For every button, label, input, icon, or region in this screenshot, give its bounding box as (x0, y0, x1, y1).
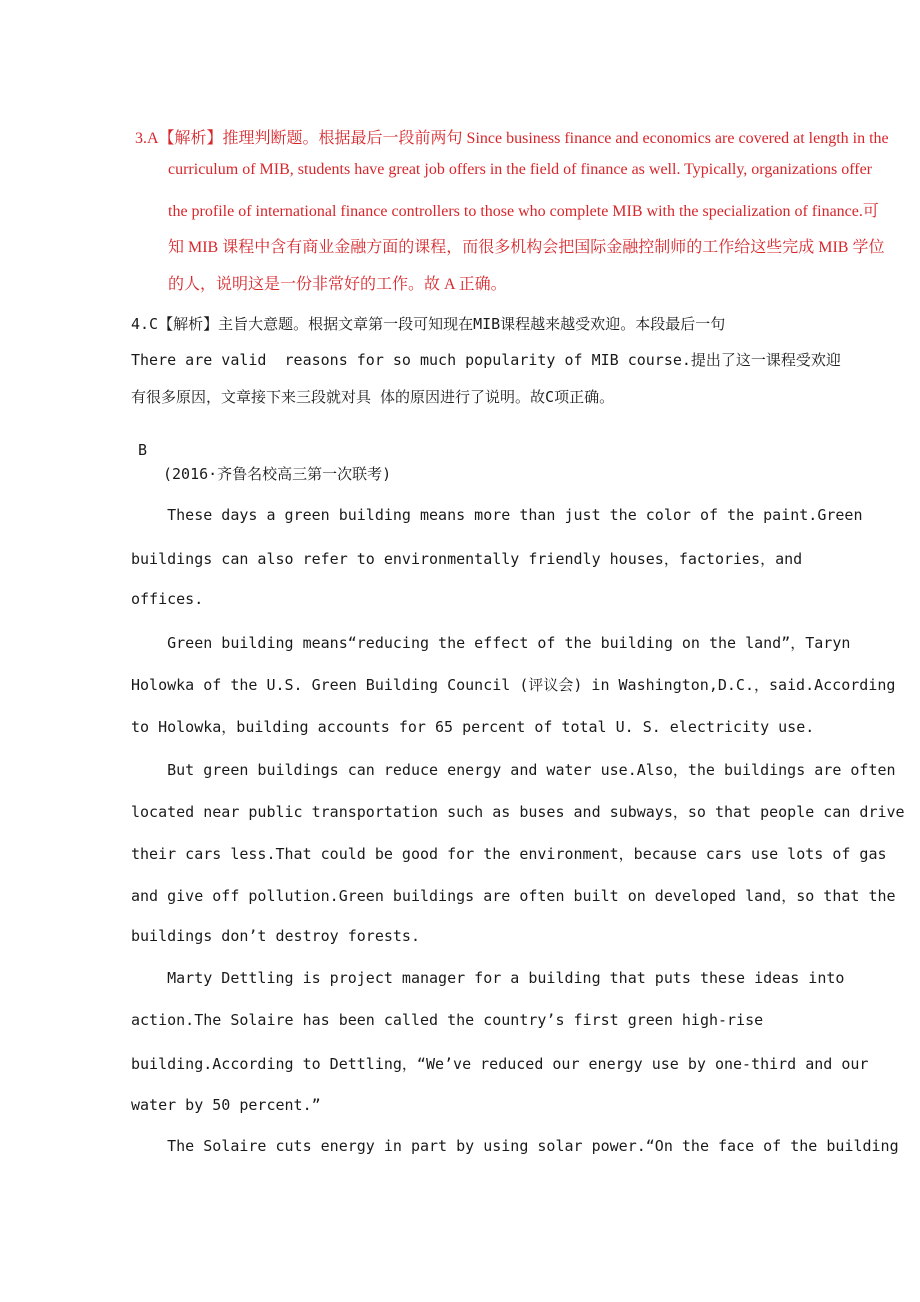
passage-line: water by 50 percent.” (131, 1096, 321, 1114)
passage-line: Green building means“reducing the effect of the building on the land”，Taryn (131, 634, 851, 652)
passage-line: buildings can also refer to environmentally friendly houses，factories，and (131, 550, 803, 568)
passage-line: building.According to Dettling，“We’ve reduced our energy use by one-third and our (131, 1055, 869, 1073)
passage-line: These days a green building means more than just the color of the paint.Green (131, 506, 863, 524)
passage-line: located near public transportation such as buses and subways，so that people can drive (131, 803, 905, 821)
passage-line: Marty Dettling is project manager for a building that puts these ideas into (131, 969, 845, 987)
section-letter: B (138, 441, 148, 459)
passage-line: and give off pollution.Green buildings are often built on developed land，so that the (131, 887, 896, 905)
answer-4-line: 有很多原因，文章接下来三段就对具 体的原因进行了说明。故C项正确。 (131, 388, 615, 406)
passage-line: to Holowka，building accounts for 65 percent of total U. S. electricity use. (131, 718, 815, 736)
answer-3-line: the profile of international finance controllers to those who complete MIB with the specialization of finance.可 (168, 203, 879, 220)
answer-4-line: There are valid reasons for so much popularity of MIB course.提出了这一课程受欢迎 (131, 351, 841, 369)
passage-source: (2016·齐鲁名校高三第一次联考) (163, 465, 392, 483)
passage-line: their cars less.That could be good for the environment，because cars use lots of gas (131, 845, 887, 863)
answer-4-line: 4.C【解析】主旨大意题。根据文章第一段可知现在MIB课程越来越受欢迎。本段最后一句 (131, 315, 726, 333)
passage-line: Holowka of the U.S. Green Building Council (评议会) in Washington,D.C.，said.According (131, 676, 896, 694)
answer-3-line: curriculum of MIB, students have great job offers in the field of finance as well. Typically, organizations offer (168, 161, 873, 178)
passage-line: buildings don’t destroy forests. (131, 927, 420, 945)
answer-3-line: 3.A【解析】推理判断题。根据最后一段前两句 Since business finance and economics are covered at length in the (135, 130, 889, 147)
passage-line: The Solaire cuts energy in part by using solar power.“On the face of the building (131, 1137, 899, 1155)
passage-line: action.The Solaire has been called the country’s first green high-rise (131, 1011, 764, 1029)
passage-line: But green buildings can reduce energy and water use.Also，the buildings are often (131, 761, 896, 779)
passage-line: offices. (131, 590, 204, 608)
answer-3-line: 知 MIB 课程中含有商业金融方面的课程，而很多机构会把国际金融控制师的工作给这些完成 MIB 学位 (168, 239, 885, 256)
answer-3-line: 的人，说明这是一份非常好的工作。故 A 正确。 (168, 276, 507, 293)
